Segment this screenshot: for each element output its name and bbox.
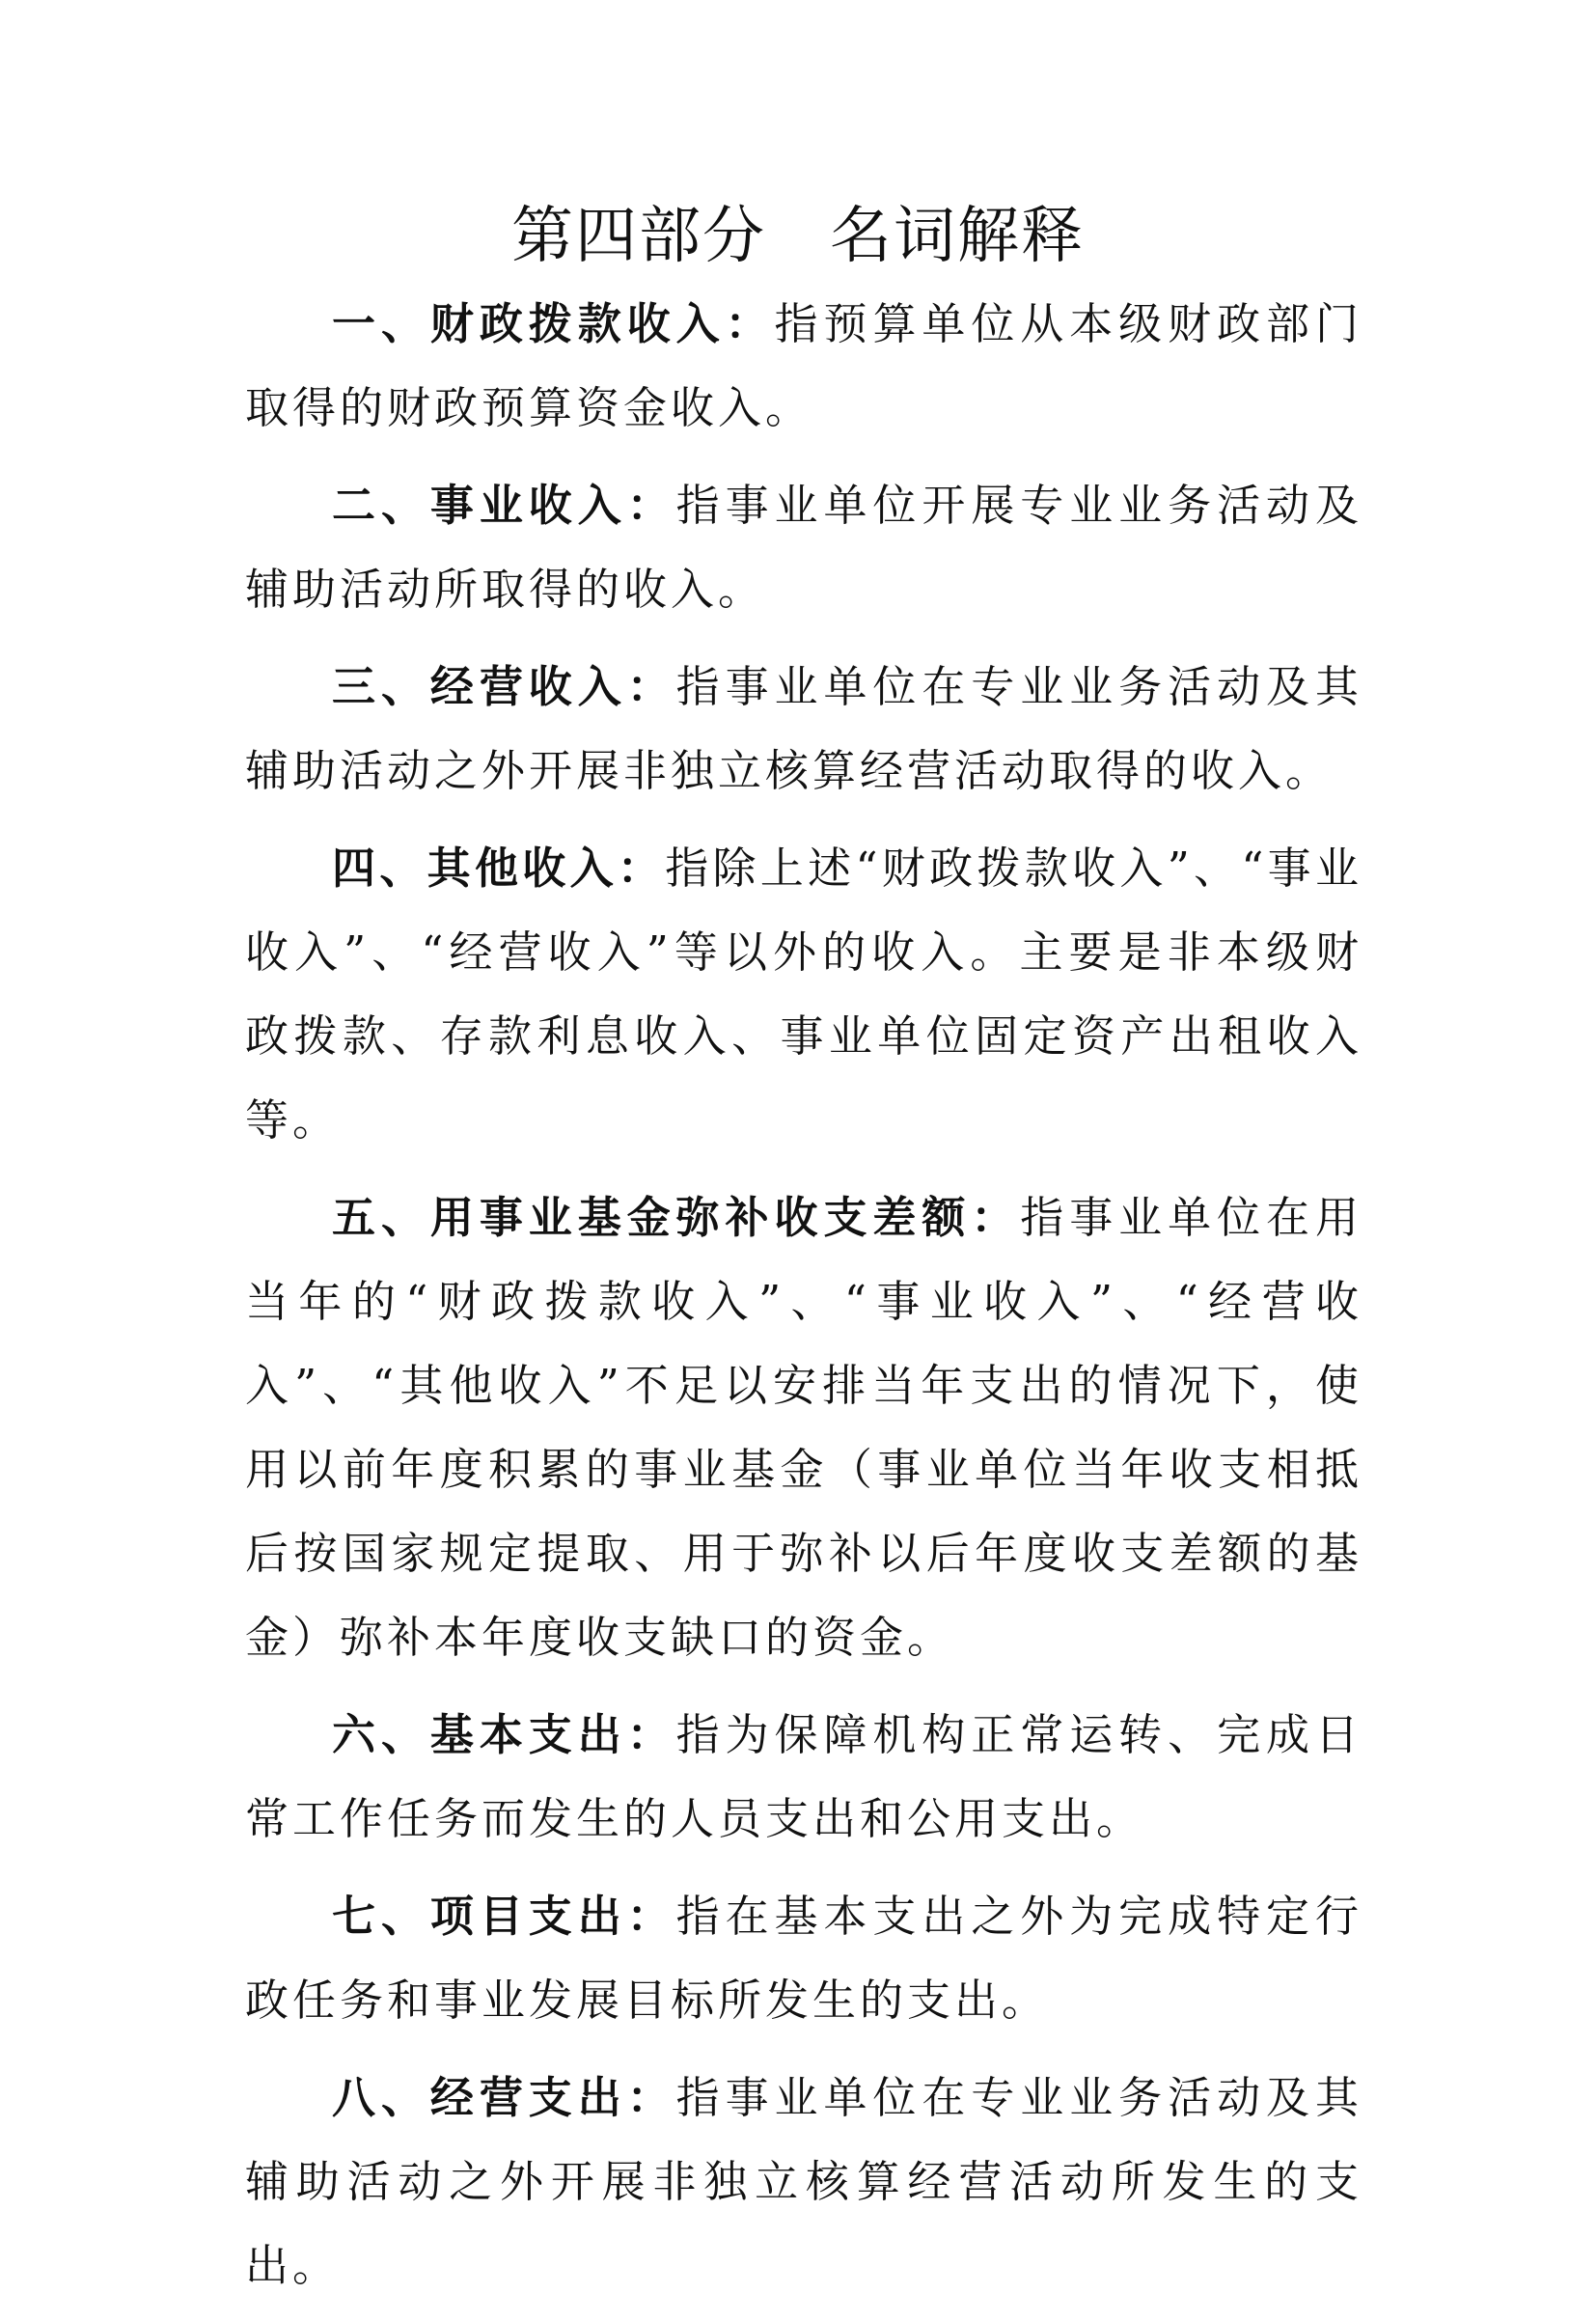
definition-term: 八、经营支出： [332,2072,676,2123]
definition-text: 指事业单位开展专业业务活动及辅助活动所取得的收入。 [245,480,1362,615]
definition-term: 四、其他收入： [332,843,666,894]
definition-text: 指在基本支出之外为完成特定行政任务和事业发展目标所发生的支出。 [245,1891,1362,2026]
definition-text: 指为保障机构正常运转、完成日常工作任务而发生的人员支出和公用支出。 [245,1709,1362,1844]
definition-item [245,1874,1362,2042]
definition-item [245,1693,1362,1861]
definition-term: 六、基本支出： [332,1709,676,1760]
definition-text: 指事业单位在专业业务活动及其辅助活动之外开展非独立核算经营活动所发生的支出。 [245,2072,1362,2291]
definition-term: 七、项目支出： [332,1891,676,1942]
definition-item [245,1175,1362,1679]
definition-text: 指除上述“财政拨款收入”、“事业收入”、“经营收入”等以外的收入。主要是非本级财政拨款、存款利息收入、事业单位固定资产出租收入等。 [245,843,1362,1146]
definition-text: 指事业单位在专业业务活动及其辅助活动之外开展非独立核算经营活动取得的收入。 [245,661,1362,796]
definition-text: 指事业单位在用当年的“财政拨款收入”、“事业收入”、“经营收入”、“其他收入”不足以安排当年支出的情况下，使用以前年度积累的事业基金（事业单位当年收支相抵后按国家规定提取、用于弥补以后年度收支差额的基金）弥补本年度收支缺口的资金。 [245,1192,1362,1663]
definition-item [245,645,1362,813]
definition-term: 三、经营收入： [332,661,676,712]
definition-item [245,826,1362,1162]
definition-term: 二、事业收入： [332,480,676,531]
definition-item [245,2056,1362,2307]
definition-text: 指预算单位从本级财政部门取得的财政预算资金收入。 [245,298,1362,433]
definitions-list [245,282,1362,2321]
definition-item [245,282,1362,450]
page-title: 第四部分 名词解释 [511,201,1085,272]
definition-term: 一、财政拨款收入： [332,298,775,349]
definition-item [245,463,1362,631]
definition-term: 五、用事业基金弥补收支差额： [332,1192,1021,1243]
